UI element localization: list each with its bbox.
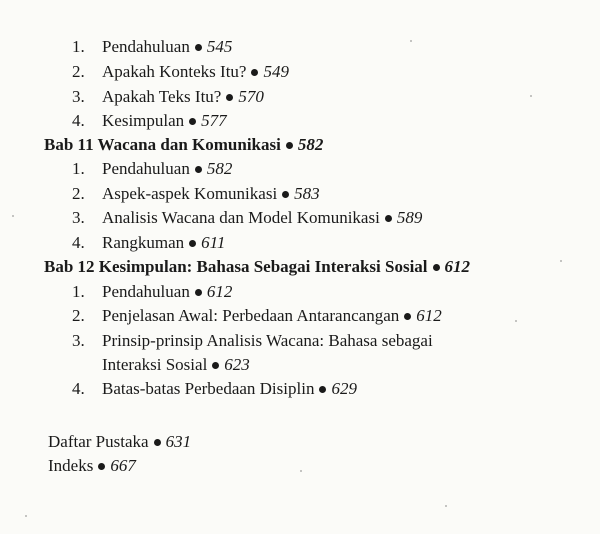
bullet-icon [195, 289, 202, 296]
toc-entry [72, 183, 320, 205]
toc-entry-index [48, 455, 136, 477]
bullet-icon [385, 215, 392, 222]
bullet-icon [404, 313, 411, 320]
entry-title: Pendahuluan [102, 159, 190, 178]
entry-number: 2. [72, 306, 85, 325]
toc-entry [72, 36, 232, 58]
bullet-icon [433, 264, 440, 271]
entry-page: 629 [331, 379, 357, 398]
entry-page: 545 [206, 37, 233, 56]
toc-entry [72, 86, 264, 108]
toc-entry [72, 61, 289, 83]
bullet-icon [251, 69, 258, 76]
entry-number: 2. [72, 184, 85, 203]
toc-entry [72, 158, 232, 180]
chapter-page: 582 [297, 135, 324, 154]
bullet-icon [286, 142, 293, 149]
entry-number: 3. [72, 87, 85, 106]
bullet-icon [189, 118, 196, 125]
entry-page: 623 [224, 355, 250, 374]
bullet-icon [195, 166, 202, 173]
entry-title: Prinsip-prinsip Analisis Wacana: Bahasa sebagai [102, 331, 433, 350]
entry-title: Apakah Teks Itu? [102, 87, 222, 106]
chapter-title: Bab 11 Wacana dan Komunikasi [44, 135, 281, 154]
entry-title: Indeks [48, 456, 94, 475]
toc-entry [72, 330, 433, 352]
entry-number: 1. [72, 282, 85, 301]
chapter-heading-bab-12 [44, 256, 470, 278]
chapter-page: 612 [444, 257, 471, 276]
bullet-icon [282, 191, 289, 198]
entry-number: 4. [72, 111, 85, 130]
scan-speck [560, 260, 562, 262]
bullet-icon [195, 44, 202, 51]
scan-speck [445, 505, 447, 507]
entry-page: 631 [165, 432, 192, 451]
chapter-heading-bab-11 [44, 134, 323, 156]
entry-title: Kesimpulan [102, 111, 185, 130]
scan-speck [515, 320, 517, 322]
entry-page: 570 [238, 87, 264, 106]
scan-speck [300, 470, 302, 472]
entry-title: Analisis Wacana dan Model Komunikasi [102, 208, 380, 227]
toc-entry-continuation [102, 354, 250, 376]
entry-page: 589 [396, 208, 423, 227]
bullet-icon [189, 240, 196, 247]
entry-number: 3. [72, 331, 85, 350]
entry-page: 612 [416, 306, 442, 325]
entry-title: Interaksi Sosial [102, 355, 208, 374]
chapter-title: Bab 12 Kesimpulan: Bahasa Sebagai Interaksi Sosial [44, 257, 428, 276]
entry-title: Rangkuman [102, 233, 185, 252]
bullet-icon [98, 463, 105, 470]
toc-entry [72, 207, 422, 229]
entry-title: Daftar Pustaka [48, 432, 149, 451]
entry-number: 1. [72, 37, 85, 56]
bullet-icon [319, 386, 326, 393]
toc-entry-bibliography [48, 431, 191, 453]
bullet-icon [212, 362, 219, 369]
entry-page: 611 [201, 233, 226, 252]
scan-speck [25, 515, 27, 517]
entry-page: 667 [110, 456, 136, 475]
entry-number: 2. [72, 62, 85, 81]
entry-title: Pendahuluan [102, 282, 190, 301]
entry-number: 4. [72, 379, 85, 398]
entry-number: 3. [72, 208, 85, 227]
entry-page: 582 [206, 159, 233, 178]
entry-page: 577 [201, 111, 227, 130]
bullet-icon [226, 94, 233, 101]
scan-speck [410, 40, 412, 42]
entry-page: 612 [206, 282, 233, 301]
scan-speck [530, 95, 532, 97]
toc-entry [72, 110, 227, 132]
entry-page: 549 [263, 62, 289, 81]
toc-entry [72, 232, 225, 254]
entry-number: 4. [72, 233, 85, 252]
entry-title: Pendahuluan [102, 37, 190, 56]
entry-title: Penjelasan Awal: Perbedaan Antarancangan [102, 306, 400, 325]
entry-title: Aspek-aspek Komunikasi [102, 184, 278, 203]
entry-page: 583 [294, 184, 320, 203]
entry-title: Apakah Konteks Itu? [102, 62, 247, 81]
entry-number: 1. [72, 159, 85, 178]
toc-entry [72, 305, 442, 327]
toc-entry [72, 281, 232, 303]
bullet-icon [154, 439, 161, 446]
entry-title: Batas-batas Perbedaan Disiplin [102, 379, 315, 398]
scan-speck [12, 215, 14, 217]
toc-entry [72, 378, 357, 400]
